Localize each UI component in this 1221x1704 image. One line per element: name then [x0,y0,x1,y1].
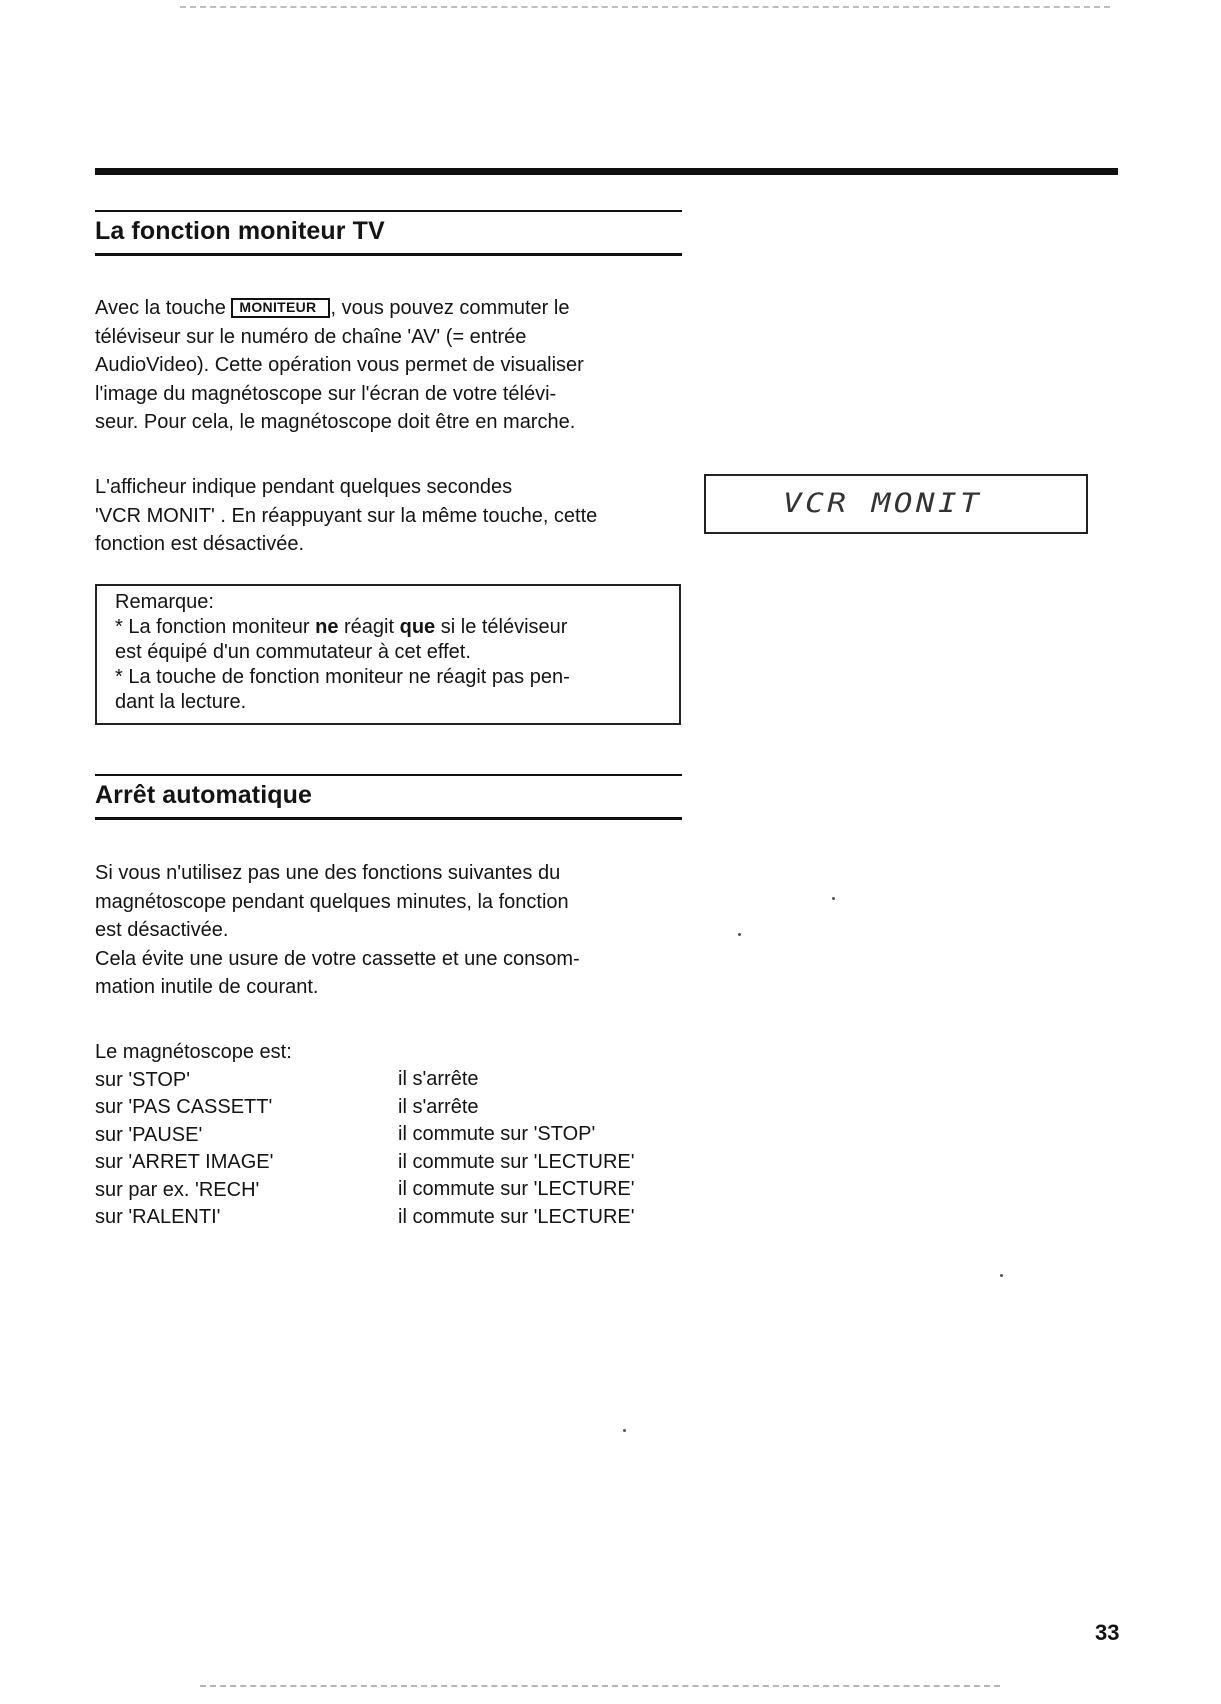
section-top-rule [95,210,682,212]
text-line: Cela évite une usure de votre cassette et une consom- [95,947,580,970]
paragraph-afficheur [95,473,695,559]
paragraph-arret [95,859,695,1002]
text-line: Si vous n'utilisez pas une des fonctions suivantes du [95,862,561,884]
text-line: L'afficheur indique pendant quelques secondes [95,476,513,498]
moniteur-key-label: MONITEUR [231,298,330,318]
section-heading-arret: Arrêt automatique [95,781,313,809]
action-item: il s'arrête [398,1095,479,1118]
paragraph-moniteur-intro [95,294,695,437]
action-item: il commute sur 'STOP' [398,1123,596,1145]
section-bottom-rule [95,253,682,256]
scan-speck [1000,1274,1003,1277]
note-line: * La fonction moniteur ne réagit que si le téléviseur [115,616,568,638]
text-line: Avec la touche MONITEUR , vous pouvez commuter le [95,297,570,319]
scan-speck [623,1429,626,1432]
state-item: sur 'ARRET IMAGE' [95,1151,274,1173]
note-heading: Remarque: [115,591,214,613]
page-number: 33 [1095,1620,1120,1645]
display-readout: VCR MONIT [783,488,983,519]
text-line: magnétoscope pendant quelques minutes, la fonction [95,890,569,913]
state-item: sur 'STOP' [95,1068,191,1091]
section-heading-moniteur: La fonction moniteur TV [95,217,385,245]
scan-speck [832,897,835,900]
text-line: 'VCR MONIT' . En réappuyant sur la même touche, cette [95,504,598,527]
note-line: * La touche de fonction moniteur ne réagit pas pen- [115,666,570,688]
text-line: téléviseur sur le numéro de chaîne 'AV' (= entrée [95,325,527,348]
scan-artifact-top [180,6,1110,8]
action-item: il commute sur 'LECTURE' [398,1178,635,1200]
note-line: est équipé d'un commutateur à cet effet. [115,641,471,663]
section-top-rule [95,774,682,776]
text-line: l'image du magnétoscope sur l'écran de votre télévi- [95,382,557,405]
vcr-display-illustration [704,474,1088,534]
state-list [95,1039,292,1232]
state-item: sur 'PAS CASSETT' [95,1096,273,1118]
list-intro: Le magnétoscope est: [95,1041,292,1063]
text-line: AudioVideo). Cette opération vous permet de visualiser [95,354,584,376]
action-item: il commute sur 'LECTURE' [398,1205,635,1228]
state-item: sur 'RALENTI' [95,1206,221,1228]
text-line: mation inutile de courant. [95,976,319,998]
note-box [95,584,681,725]
text-line: seur. Pour cela, le magnétoscope doit être en marche. [95,411,576,433]
page-top-rule [95,168,1118,175]
scan-speck [738,933,741,936]
action-item: il s'arrête [398,1068,479,1090]
section-bottom-rule [95,817,682,820]
text-line: est désactivée. [95,919,229,941]
state-item: sur par ex. 'RECH' [95,1178,260,1201]
state-item: sur 'PAUSE' [95,1123,203,1146]
scan-artifact-bottom [200,1685,1000,1687]
action-item: il commute sur 'LECTURE' [398,1150,635,1173]
text-line: fonction est désactivée. [95,533,305,555]
action-list [398,1066,635,1231]
note-line: dant la lecture. [115,691,247,713]
